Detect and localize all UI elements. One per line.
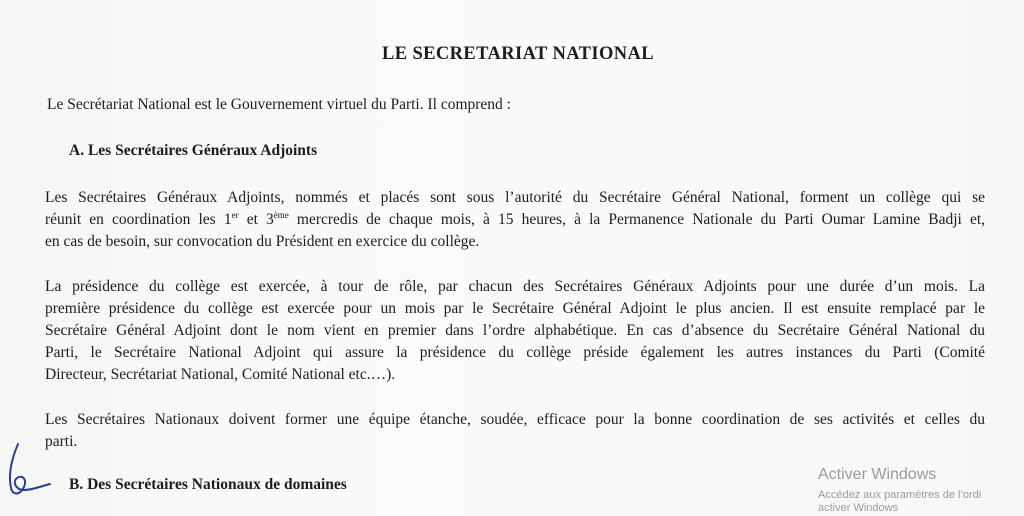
paragraph-3-line-2: parti. xyxy=(45,433,78,450)
document-title: LE SECRETARIAT NATIONAL xyxy=(381,44,655,64)
paragraph-2-line-5: Directeur, Secrétariat National, Comité National etc.…). xyxy=(45,366,396,383)
paragraph-2-line-3: Secrétaire Général Adjoint dont le nom vient en premier dans l’ordre alphabétique. En cas d’absence du Secrétaire Général National du xyxy=(45,322,985,339)
paragraph-1 xyxy=(45,187,985,253)
paragraph-2-line-2: première présidence du collège est exercée pour un mois par le Secrétaire Général Adjoint le plus ancien. Il est ensuite remplacé par le xyxy=(45,300,985,317)
paragraph-3 xyxy=(45,409,985,453)
handwritten-mark-icon xyxy=(2,440,54,504)
watermark-subtitle-2: activer Windows xyxy=(818,502,899,514)
intro-text: Le Secrétariat National est le Gouvernement virtuel du Parti. Il comprend : xyxy=(47,96,511,113)
text-fragment: mercredis de chaque mois, à 15 heures, à la Permanence Nationale du Parti Oumar Lamine Badji et, xyxy=(288,211,986,228)
superscript-third: ème xyxy=(273,210,289,220)
paragraph-1-line-3: en cas de besoin, sur convocation du Président en exercice du collège. xyxy=(45,233,480,250)
section-b-heading: B. Des Secrétaires Nationaux de domaines xyxy=(69,476,347,493)
section-a-heading: A. Les Secrétaires Généraux Adjoints xyxy=(69,142,318,159)
paragraph-2-line-1: La présidence du collège est exercée, à tour de rôle, par chacun des Secrétaires Généraux Adjoints pour une durée d’un mois. La xyxy=(45,278,985,295)
paragraph-1-line-1: Les Secrétaires Généraux Adjoints, nommés et placés sont sous l’autorité du Secrétaire Général National, forment un collège qui se xyxy=(45,189,985,206)
watermark-title: Activer Windows xyxy=(818,466,937,483)
paragraph-2 xyxy=(45,276,985,386)
superscript-first: er xyxy=(231,210,239,220)
text-fragment: et 3 xyxy=(238,211,274,228)
watermark-subtitle: Accédez aux paramètres de l’ordi xyxy=(818,489,982,501)
paragraph-1-line-2 xyxy=(45,209,985,231)
paragraph-3-line-1: Les Secrétaires Nationaux doivent former une équipe étanche, soudée, efficace pour la bonne coordination de ses activités et celles du xyxy=(45,411,985,428)
paragraph-2-line-4: Parti, le Secrétaire National Adjoint qui assure la présidence du collège préside également les autres instances du Parti (Comité xyxy=(45,344,985,361)
windows-activation-watermark xyxy=(818,466,981,514)
text-fragment: réunit en coordination les 1 xyxy=(45,211,232,228)
